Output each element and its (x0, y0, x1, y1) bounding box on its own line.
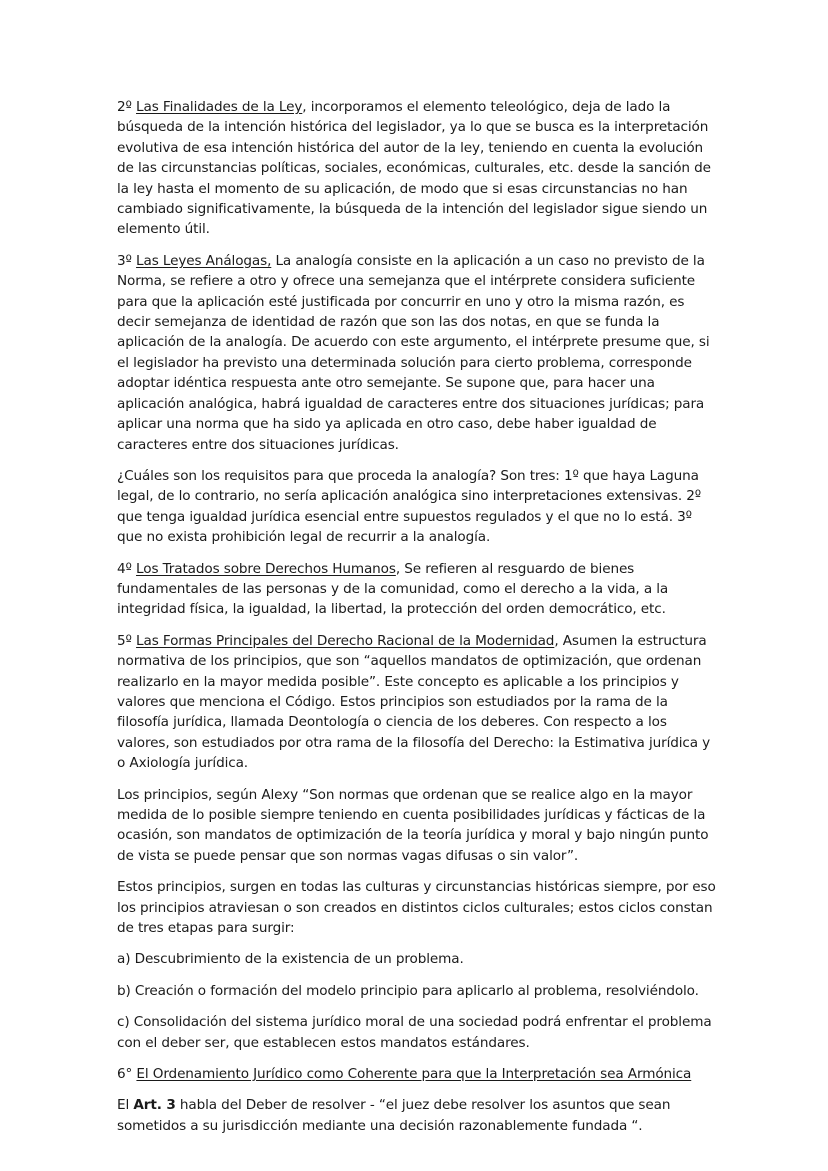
item-number: 5º (117, 632, 132, 649)
paragraph-requisitos-analogia: ¿Cuáles son los requisitos para que proceda la analogía? Son tres: 1º que haya Laguna legal, de lo contrario, no sería aplicación analógica sino interpretaciones extensivas. 2º que tenga igualdad jurídica esencial entre supuestos regulados y el que no lo está. 3º que no exista prohibición legal de recurrir a la analogía. (117, 467, 702, 546)
document-page (117, 97, 717, 1147)
paragraph-text: , Asumen la estructura normativa de los principios, que son “aquellos mandatos de optimización, que ordenan realizarlo en la mayor medida posible”. Este concepto es aplicable a los principios y valores que menciona el Código. Estos principios son estudiados por la rama de la filosofía jurídica, llamada Deontología o ciencia de los deberes. Con respecto a los valores, son estudiados por otra rama de la filosofía del Derecho: la Estimativa jurídica y o Axiología jurídica. (117, 632, 711, 772)
list-item-a: a) Descubrimiento de la existencia de un problema. (117, 951, 464, 968)
paragraph-text: , Se refieren al resguardo de bienes fundamentales de las personas y de la comunidad, como el derecho a la vida, a la integridad física, la igualdad, la libertad, la protección del orden democrático, etc. (117, 560, 669, 618)
article-reference: Art. 3 (133, 1097, 176, 1114)
paragraph-leyes-analogas (117, 251, 717, 455)
list-item-b: b) Creación o formación del modelo principio para aplicarlo al problema, resolviéndolo. (117, 982, 699, 999)
paragraph-text: , incorporamos el elemento teleológico, deja de lado la búsqueda de la intención histórica del legislador, ya lo que se busca es la interpretación evolutiva de esa intención histórica del autor de la ley, teniendo en cuenta la evolución de las circunstancias políticas, sociales, económicas, culturales, etc. desde la sanción de la ley hasta el momento de su aplicación, de modo que si esas circunstancias no han cambiado significativamente, la búsqueda de la intención del legislador sigue siendo un elemento útil. (117, 99, 711, 238)
paragraph-ciclos: Estos principios, surgen en todas las culturas y circunstancias históricas siempre, por eso los principios atraviesan o son creados en distintos ciclos culturales; estos ciclos constan de tres etapas para surgir: (117, 879, 716, 937)
paragraph-art3 (117, 1095, 717, 1136)
list-item-c: c) Consolidación del sistema jurídico moral de una sociedad podrá enfrentar el problema con el deber ser, que establecen estos mandatos estándares. (117, 1014, 712, 1051)
paragraph-alexy: Los principios, según Alexy “Son normas que ordenan que se realice algo en la mayor medida de lo posible siempre teniendo en cuenta posibilidades jurídicas y fácticas de la ocasión, son mandatos de optimización de la teoría jurídica y moral y bajo ningún punto de vista se puede pensar que son normas vagas difusas o sin valor”. (117, 786, 709, 864)
paragraph-formas-principales (117, 631, 717, 774)
paragraph-finalidades (117, 97, 717, 240)
item-number: 6° (117, 1066, 133, 1083)
paragraph-tratados (117, 559, 717, 620)
item-number: 2º (117, 99, 132, 115)
paragraph-text: habla del Deber de resolver - “el juez debe resolver los asuntos que sean sometidos a su jurisdicción mediante una decisión razonablemente fundada “. (117, 1097, 671, 1134)
paragraph-text: La analogía consiste en la aplicación a un caso no previsto de la Norma, se refiere a otro y ofrece una semejanza que el intérprete considera suficiente para que la aplicación esté justificada por concurrir en uno y otro la misma razón, es decir semejanza de identidad de razón que son las dos notas, en que se funda la aplicación de la analogía. De acuerdo con este argumento, el intérprete presume que, si el legislador ha previsto una determinada solución para cierto problema, corresponde adoptar idéntica respuesta ante otro semejante. Se supone que, para hacer una aplicación analógica, habrá igualdad de caracteres entre dos situaciones jurídicas; para aplicar una norma que ha sido ya aplicada en otro caso, debe haber igualdad de caracteres entre dos situaciones jurídicas. (117, 252, 710, 453)
section-heading-formas-principales: Las Formas Principales del Derecho Racional de la Modernidad (136, 632, 555, 649)
section-heading-finalidades: Las Finalidades de la Ley (136, 99, 303, 115)
section-heading-leyes-analogas: Las Leyes Análogas, (136, 252, 272, 269)
paragraph-ordenamiento (117, 1064, 717, 1084)
paragraph-prefix: El (117, 1097, 130, 1114)
item-number: 3º (117, 252, 132, 269)
section-heading-ordenamiento: El Ordenamiento Jurídico como Coherente para que la Interpretación sea Armónica (136, 1066, 692, 1083)
section-heading-tratados: Los Tratados sobre Derechos Humanos (136, 560, 396, 577)
item-number: 4º (117, 560, 132, 577)
